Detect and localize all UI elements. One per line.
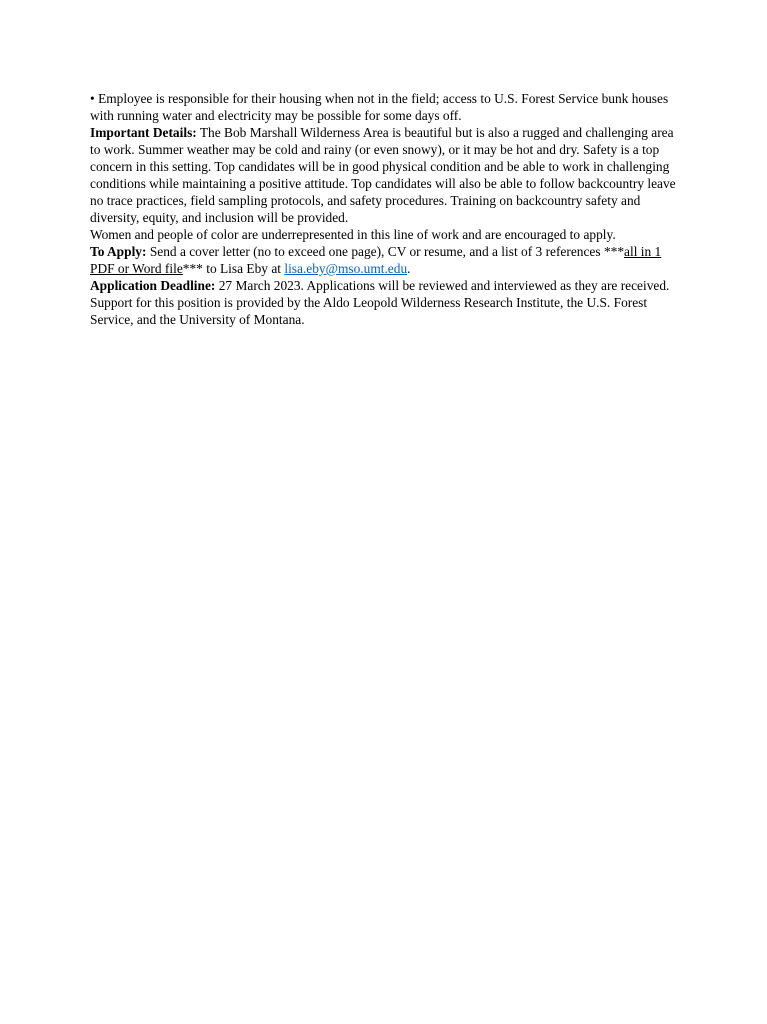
to-apply-label: To Apply: [90, 244, 147, 259]
to-apply-text: Send a cover letter (no to exceed one page), CV or resume, and a list of 3 references [149, 244, 601, 259]
application-deadline-label: Application Deadline: [90, 278, 216, 293]
important-details-text: The Bob Marshall Wilderness Area is beautiful but is also a rugged and challenging area to work. Summer weather may be cold and rainy (or even snowy), or it may be hot and dry. Safety is a top concern in this setting. Top candidates will be in good physical condition and be able to work in challenging conditions while maintaining a positive attitude. Top candidates will also be able to follow backcountry leave no trace practices, field sampling protocols, and safety procedures. Training on backcountry safety and diversity, equity, and inclusion will be provided. [90, 125, 676, 225]
bullet-symbol: • [90, 91, 95, 106]
application-deadline-text: 27 March 2023. Applications will be reviewed and interviewed as they are received. [218, 278, 670, 293]
contact-email-link[interactable]: lisa.eby@mso.umt.edu [284, 261, 408, 276]
application-deadline-paragraph [90, 277, 682, 294]
document-page [90, 90, 682, 328]
apply-end-punctuation: . [407, 261, 411, 276]
diversity-statement-paragraph: Women and people of color are underrepresented in this line of work and are encouraged to apply. [90, 227, 616, 242]
housing-bullet-text: Employee is responsible for their housing when not in the field; access to U.S. Forest Service bunk houses with running water and electricity may be possible for some days off. [90, 91, 669, 123]
single-file-requirement: all in 1 PDF or Word file [90, 244, 662, 276]
to-apply-paragraph [90, 243, 682, 277]
support-statement-paragraph: Support for this position is provided by the Aldo Leopold Wilderness Research Institute, the U.S. Forest Service, and the University of Montana. [90, 295, 648, 327]
housing-bullet-paragraph [90, 90, 682, 124]
important-details-label: Important Details: [90, 125, 197, 140]
to-contact-text: to Lisa Eby at [206, 261, 281, 276]
important-details-paragraph [90, 124, 682, 226]
stars-close: *** [182, 261, 203, 276]
stars-open: *** [603, 244, 625, 259]
